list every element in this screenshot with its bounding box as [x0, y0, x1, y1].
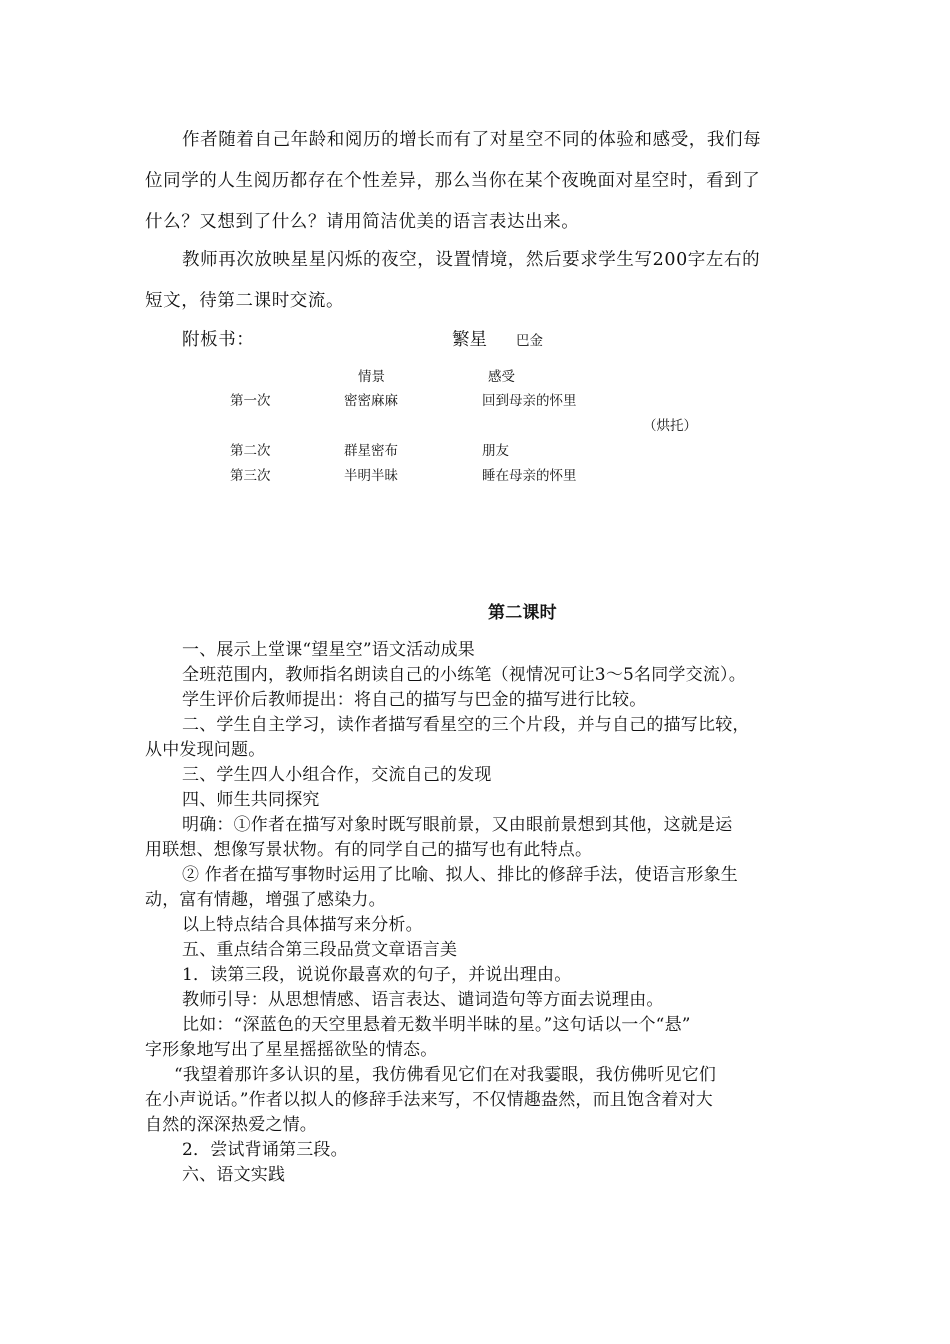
board-row-scene: 密密麻麻 [344, 393, 398, 409]
body-line: 在小声说话。”作者以拟人的修辞手法来写，不仅情趣盎然，而且饱含着对大 [145, 1090, 713, 1110]
board-row-feeling: 朋友 [482, 443, 509, 459]
paragraph-line: 短文，待第二课时交流。 [145, 291, 345, 311]
body-line: 以上特点结合具体描写来分析。 [182, 915, 423, 935]
board-row-time: 第三次 [230, 468, 271, 484]
body-line: 教师引导：从思想情感、语言表达、谴词造句等方面去说理由。 [182, 990, 664, 1010]
body-line: 五、重点结合第三段品赏文章语言美 [182, 940, 458, 960]
body-line: 四、师生共同探究 [182, 790, 320, 810]
body-line: 字形象地写出了星星摇摇欲坠的情态。 [145, 1040, 438, 1060]
body-line: 学生评价后教师提出：将自己的描写与巴金的描写进行比较。 [182, 690, 647, 710]
board-row-scene: 半明半昧 [344, 468, 398, 484]
board-row-time: 第一次 [230, 393, 271, 409]
body-line: 明确：①作者在描写对象时既写眼前景，又由眼前景想到其他，这就是运 [182, 815, 733, 835]
board-header-scene: 情景 [358, 369, 385, 385]
body-line: “我望着那许多认识的星，我仿佛看见它们在对我霎眼，我仿佛听见它们 [174, 1065, 717, 1085]
board-author: 巴金 [516, 333, 543, 349]
body-line: 三、学生四人小组合作，交流自己的发现 [182, 765, 492, 785]
board-row-feeling: 睡在母亲的怀里 [482, 468, 577, 484]
body-line: 六、语文实践 [182, 1165, 286, 1185]
body-line: 二、学生自主学习，读作者描写看星空的三个片段，并与自己的描写比较， [182, 715, 750, 735]
body-line: 比如：“深蓝色的天空里悬着无数半明半昧的星。”这句话以一个“悬” [182, 1015, 691, 1035]
board-note: （烘托） [643, 418, 697, 434]
board-label: 附板书： [182, 330, 255, 350]
paragraph-line: 教师再次放映星星闪烁的夜空，设置情境，然后要求学生写200字左右的 [182, 250, 761, 270]
body-line: 动，富有情趣，增强了感染力。 [145, 890, 386, 910]
paragraph-line: 作者随着自己年龄和阅历的增长而有了对星空不同的体验和感受，我们每 [182, 130, 762, 150]
board-header-feeling: 感受 [488, 369, 515, 385]
body-line: ② 作者在描写事物时运用了比喻、拟人、排比的修辞手法，使语言形象生 [182, 865, 739, 885]
section-title: 第二课时 [488, 603, 557, 623]
paragraph-line: 什么？又想到了什么？请用简洁优美的语言表达出来。 [145, 212, 580, 232]
body-line: 2．尝试背诵第三段。 [182, 1140, 348, 1160]
body-line: 一、展示上堂课“望星空”语文活动成果 [182, 640, 475, 660]
board-title: 繁星 [452, 330, 487, 350]
body-line: 用联想、想像写景状物。有的同学自己的描写也有此特点。 [145, 840, 593, 860]
board-row-time: 第二次 [230, 443, 271, 459]
body-line: 自然的深深热爱之情。 [145, 1115, 317, 1135]
board-row-scene: 群星密布 [344, 443, 398, 459]
board-row-feeling: 回到母亲的怀里 [482, 393, 577, 409]
body-line: 从中发现问题。 [145, 740, 266, 760]
body-line: 全班范围内，教师指名朗读自己的小练笔（视情况可让3～5名同学交流）。 [182, 665, 746, 685]
paragraph-line: 位同学的人生阅历都存在个性差异，那么当你在某个夜晚面对星空时，看到了 [145, 171, 761, 191]
body-line: 1．读第三段，说说你最喜欢的句子，并说出理由。 [182, 965, 572, 985]
